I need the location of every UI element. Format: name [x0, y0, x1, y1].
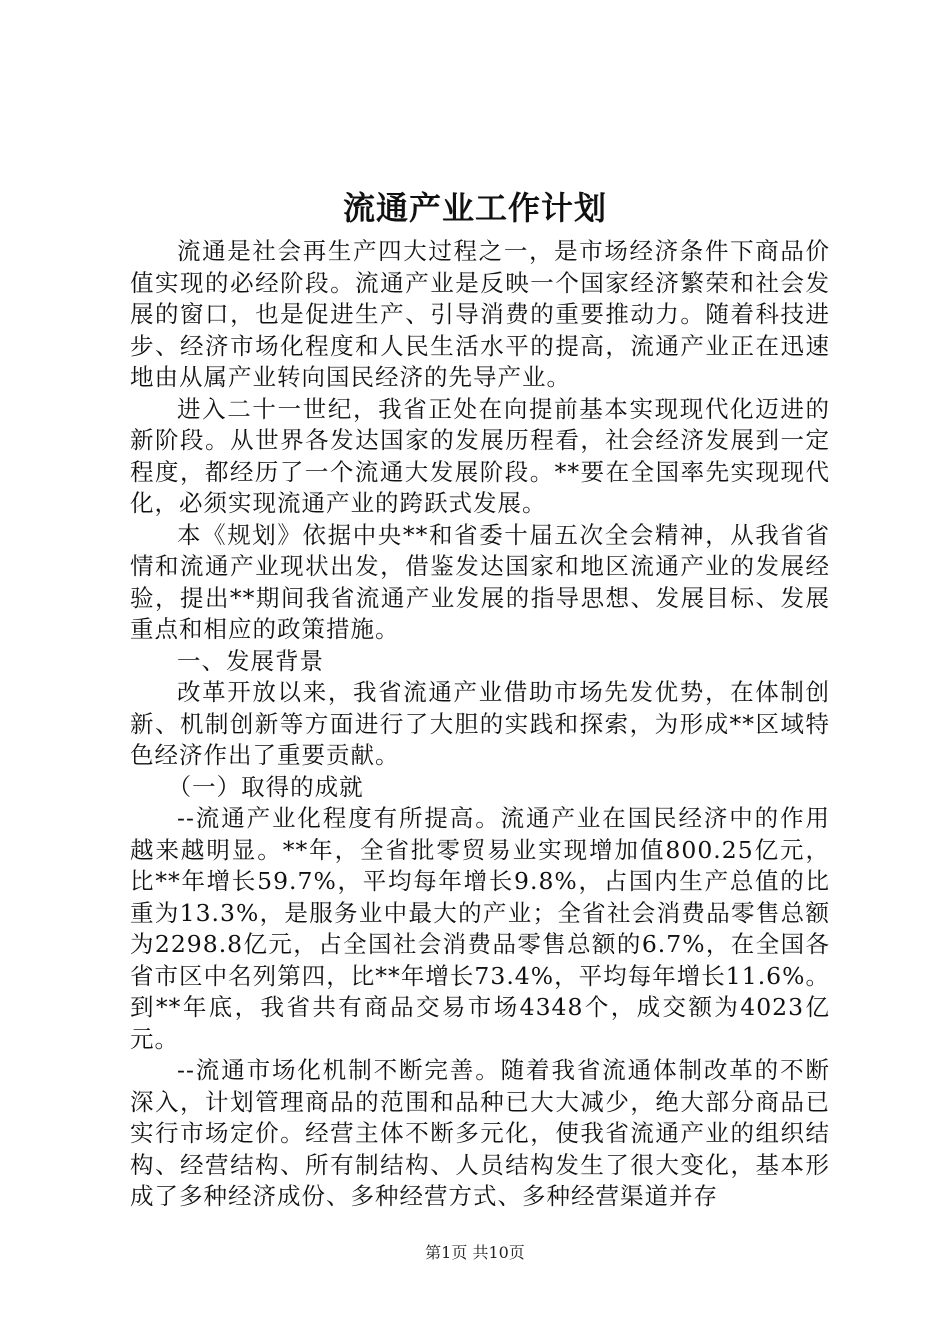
paragraph-reform: 改革开放以来，我省流通产业借助市场先发优势，在体制创新、机制创新等方面进行了大胆的实践和探索，为形成**区域特色经济作出了重要贡献。: [130, 678, 830, 769]
subsection-heading-achievements: （一）取得的成就: [167, 772, 364, 801]
paragraph-intro: 流通是社会再生产四大过程之一，是市场经济条件下商品价值实现的必经阶段。流通产业是反映一个国家经济繁荣和社会发展的窗口，也是促进生产、引导消费的重要推动力。随着科技进步、经济市场化程度和人民生活水平的提高，流通产业正在迅速地由从属产业转向国民经济的先导产业。: [130, 237, 830, 391]
document-title: 流通产业工作计划: [342, 189, 607, 227]
paragraph-industrialization: --流通产业化程度有所提高。流通产业在国民经济中的作用越来越明显。**年，全省批零贸易业实现增加值800.25亿元，比**年增长59.7%，平均每年增长9.8%，占国内生产总值的比重为13.3%，是服务业中最大的产业；全省社会消费品零售总额为2298.8亿元，占全国社会消费品零售总额的6.7%，在全国各省市区中名列第四，比**年增长73.4%，平均每年增长11.6%。到**年底，我省共有商品交易市场4348个，成交额为4023亿元。: [130, 804, 830, 1053]
section-heading-background: 一、发展背景: [177, 646, 324, 675]
page-footer: 第1页 共10页: [425, 1243, 525, 1262]
paragraph-new-century: 进入二十一世纪，我省正处在向提前基本实现现代化迈进的新阶段。从世界各发达国家的发展历程看，社会经济发展到一定程度，都经历了一个流通大发展阶段。**要在全国率先实现现代化，必须实现流通产业的跨跃式发展。: [130, 394, 830, 517]
paragraph-marketization: --流通市场化机制不断完善。随着我省流通体制改革的不断深入，计划管理商品的范围和品种已大大减少，绝大部分商品已实行市场定价。经营主体不断多元化，使我省流通产业的组织结构、经营结构、所有制结构、人员结构发生了很大变化，基本形成了多种经济成份、多种经营方式、多种经营渠道并存: [130, 1056, 830, 1210]
paragraph-plan-basis: 本《规划》依据中央**和省委十届五次全会精神，从我省省情和流通产业现状出发，借鉴发达国家和地区流通产业的发展经验，提出**期间我省流通产业发展的指导思想、发展目标、发展重点和相应的政策措施。: [130, 520, 830, 643]
document-body: [130, 236, 830, 1213]
